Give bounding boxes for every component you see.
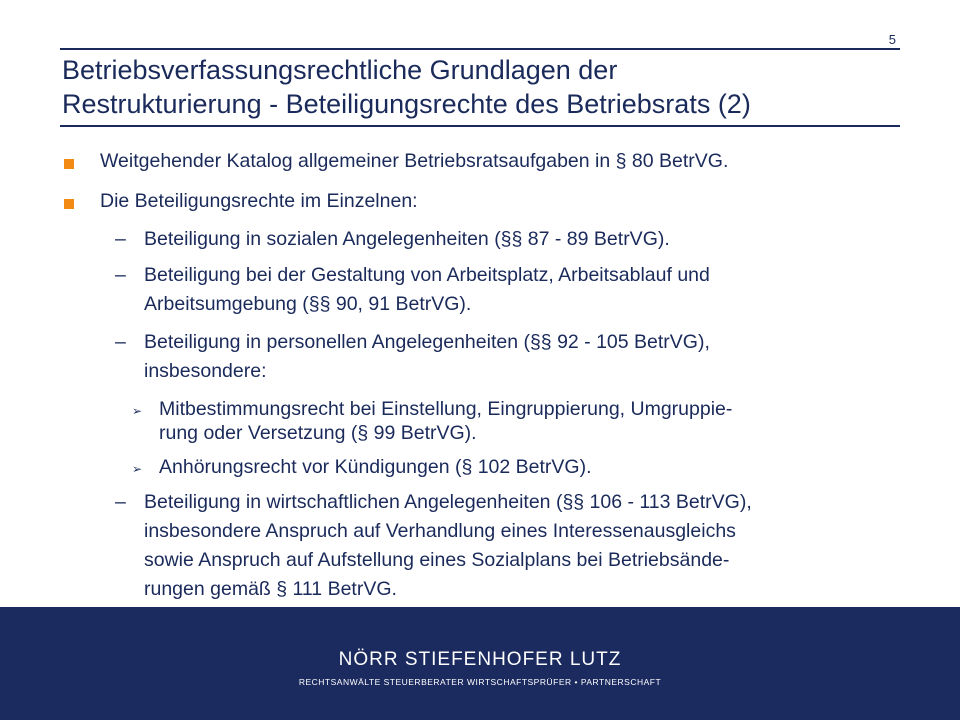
sub-item (115, 225, 934, 254)
sub-item (115, 261, 934, 319)
title-line-1: Betriebsverfassungsrechtliche Grundlagen der (62, 55, 618, 85)
sub-item-text: rungen gemäß § 111 BetrVG. (144, 578, 397, 600)
sub-sub-item (132, 455, 919, 479)
dash-icon: – (115, 264, 126, 286)
footer-band (0, 607, 960, 720)
title-line-2: Restrukturierung - Beteiligungsrechte des Betriebsrats (2) (62, 89, 751, 119)
square-bullet-icon (64, 159, 74, 169)
sub-sub-item-text: rung oder Versetzung (§ 99 BetrVG). (159, 422, 477, 444)
sub-item-text: insbesondere Anspruch auf Verhandlung eines Interessenausgleichs (144, 520, 736, 542)
title-rule-bottom (60, 125, 900, 127)
sub-item-text: Arbeitsumgebung (§§ 90, 91 BetrVG). (144, 293, 472, 315)
dash-icon: – (115, 331, 126, 353)
sub-item-text: Beteiligung bei der Gestaltung von Arbeitsplatz, Arbeitsablauf und (144, 264, 710, 286)
bullet-item (100, 190, 418, 213)
firm-subtitle: RECHTSANWÄLTE STEUERBERATER WIRTSCHAFTSPRÜFER • PARTNERSCHAFT (298, 677, 662, 687)
sub-item (115, 328, 934, 386)
sub-item-text: Beteiligung in personellen Angelegenheiten (§§ 92 - 105 BetrVG), (144, 331, 710, 353)
dash-icon: – (115, 228, 126, 250)
arrow-bullet-icon: ➢ (132, 462, 143, 476)
dash-icon: – (115, 491, 126, 513)
sub-item-text: sowie Anspruch auf Aufstellung eines Sozialplans bei Betriebsände- (144, 549, 730, 571)
slide-number: 5 (888, 32, 896, 47)
sub-item-text: Beteiligung in sozialen Angelegenheiten (§§ 87 - 89 BetrVG). (144, 228, 670, 250)
slide-title (62, 53, 902, 121)
sub-item-text: Beteiligung in wirtschaftlichen Angelegenheiten (§§ 106 - 113 BetrVG), (144, 491, 752, 513)
bullet-text: Die Beteiligungsrechte im Einzelnen: (100, 190, 418, 212)
sub-item (115, 488, 934, 604)
sub-sub-item (132, 397, 919, 445)
title-rule-top (60, 48, 900, 50)
bullet-text: Weitgehender Katalog allgemeiner Betriebsratsaufgaben in § 80 BetrVG. (100, 150, 729, 172)
square-bullet-icon (64, 199, 74, 209)
bullet-item (100, 150, 728, 173)
sub-sub-item-text: Mitbestimmungsrecht bei Einstellung, Eingruppierung, Umgruppie- (159, 398, 733, 420)
sub-sub-item-text: Anhörungsrecht vor Kündigungen (§ 102 BetrVG). (159, 456, 592, 478)
sub-item-text: insbesondere: (144, 360, 267, 382)
arrow-bullet-icon: ➢ (132, 404, 143, 418)
firm-name: NÖRR STIEFENHOFER LUTZ (338, 649, 622, 670)
